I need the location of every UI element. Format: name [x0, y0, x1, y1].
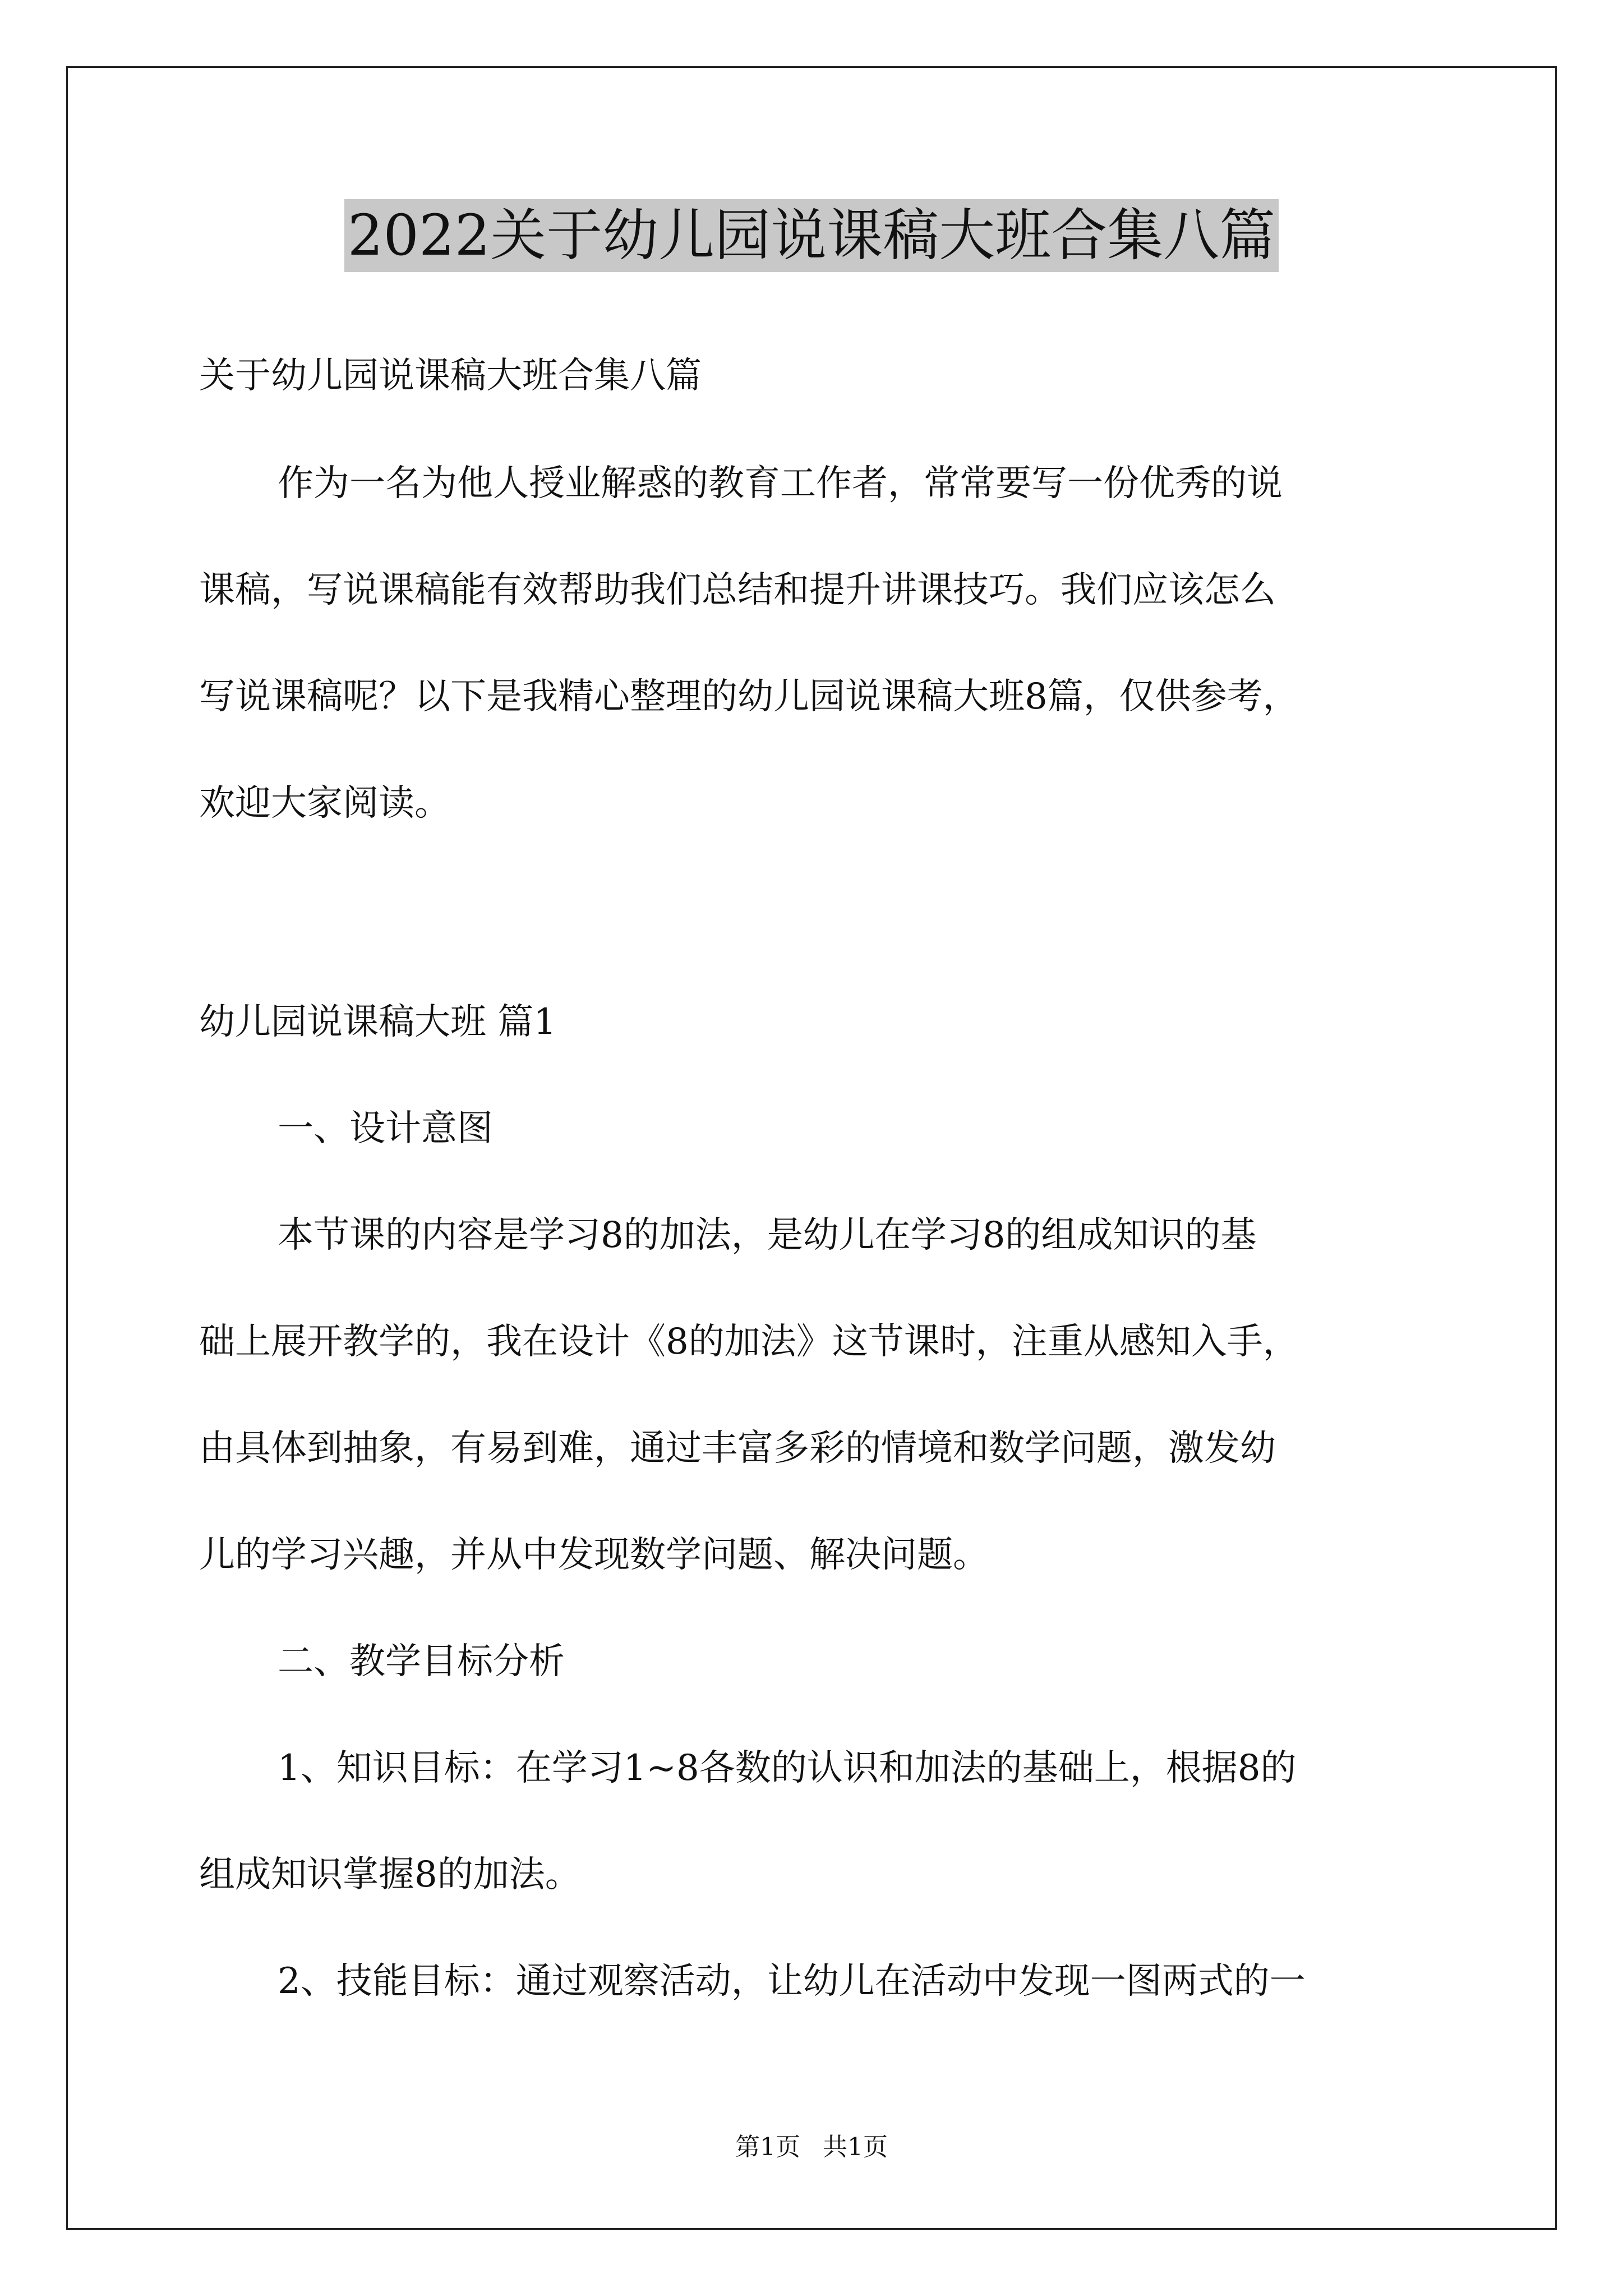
title-container: [0, 199, 1623, 272]
goal-line: 2、技能目标：通过观察活动，让幼儿在活动中发现一图两式的一: [278, 1961, 1306, 2002]
design-intent-heading: 一、设计意图: [278, 1108, 493, 1149]
intro-line: 课稿，写说课稿能有效帮助我们总结和提升讲课技巧。我们应该怎么: [199, 569, 1276, 611]
document-subtitle: 关于幼儿园说课稿大班合集八篇: [199, 355, 702, 397]
page-footer: [0, 2132, 1623, 2163]
page-total: 共1页: [823, 2133, 888, 2161]
goal-line: 组成知识掌握8的加法。: [199, 1854, 581, 1895]
design-intent-line: 础上展开教学的，我在设计《8的加法》这节课时，注重从感知入手，: [199, 1321, 1299, 1363]
design-intent-line: 由具体到抽象，有易到难，通过丰富多彩的情境和数学问题，激发幼: [199, 1428, 1276, 1469]
design-intent-line: 本节课的内容是学习8的加法，是幼儿在学习8的组成知识的基: [278, 1214, 1257, 1256]
document-title: 2022关于幼儿园说课稿大班合集八篇: [344, 199, 1279, 272]
design-intent-line: 儿的学习兴趣，并从中发现数学问题、解决问题。: [199, 1534, 989, 1576]
section-heading: 幼儿园说课稿大班 篇1: [199, 1001, 557, 1043]
page-number: 第1页: [735, 2133, 800, 2161]
intro-line: 写说课稿呢？以下是我精心整理的幼儿园说课稿大班8篇，仅供参考，: [199, 676, 1299, 717]
intro-line: 欢迎大家阅读。: [199, 783, 450, 824]
goal-line: 1、知识目标：在学习1~8各数的认识和加法的基础上，根据8的: [278, 1747, 1297, 1789]
goals-heading: 二、教学目标分析: [278, 1641, 565, 1682]
intro-line: 作为一名为他人授业解惑的教育工作者，常常要写一份优秀的说: [278, 463, 1283, 504]
